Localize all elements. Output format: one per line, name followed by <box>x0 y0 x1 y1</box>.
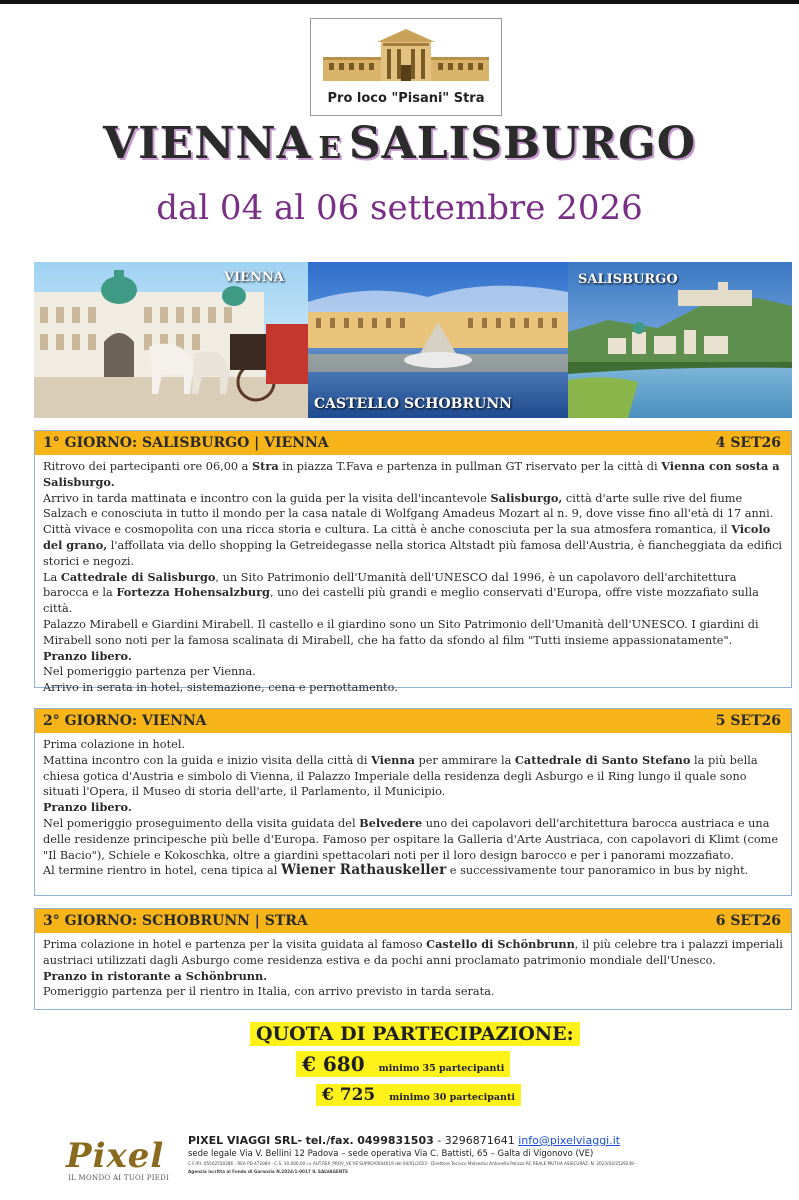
day-1-paragraph: Arrivo in serata in hotel, sistemazione, cena e pernottamento. <box>43 681 398 695</box>
day-2-lunch <box>43 800 783 816</box>
text: La <box>43 570 61 584</box>
text: Nel pomeriggio proseguimento della visita guidata del <box>43 816 360 830</box>
photo-label-castle: CASTELLO SCHOBRUNN <box>314 396 512 412</box>
text-bold: Belvedere <box>359 815 423 830</box>
company-name: PIXEL VIAGGI SRL- <box>188 1134 303 1147</box>
day-2-header <box>35 709 791 733</box>
day-1-paragraph <box>43 491 783 523</box>
day-2-paragraph <box>43 816 783 863</box>
footer-line-1 <box>188 1134 637 1147</box>
price-1-note: minimo 35 partecipanti <box>378 1063 505 1074</box>
text-bold: Pranzo in ristorante a Schönbrunn. <box>43 968 268 983</box>
pro-loco-logo <box>310 18 502 116</box>
day-3-body <box>43 937 783 1000</box>
day-1-title: 1° GIORNO: SALISBURGO | VIENNA <box>43 435 329 451</box>
text: , uno dei castelli più grandi e meglio conservati d'Europa, offre viste mozzafiato sulla città. <box>43 586 759 616</box>
text-bold: Vienna con sosta a Salisburgo. <box>43 459 780 489</box>
text: la più bella chiesa gotica d'Austria e simbolo di Vienna, il Palazzo Imperiale della residenza degli Asburgo e il Ring lungo il quale sono situati l'Opera, il Museo di storia dell'arte, il Parlamento, il Municipio. <box>43 753 758 799</box>
day-1-paragraph <box>43 459 783 491</box>
text: Ritrovo dei partecipanti ore 06,00 a <box>43 460 253 473</box>
text: città d'arte sulle rive del fiume Salzach e conosciuta in tutto il mondo per la casa natale di Wolfgang Amadeus Mozart al n. 9, dove visse fino all'età di 17 anni. <box>43 491 774 521</box>
text: uno dei capolavori dell'architettura barocca austriaca e una delle residenze principesche più belle d'Europa. Famoso per ospitare la Galleria d'Arte Austriaca, con capolavori di Klimt (come "Il Bacio"), Schiele e Kokoschka, oltre a giardini spettacolari noti per il loro design barocco e per i panorami mozzafiato. <box>43 816 779 862</box>
villa-pisani-icon <box>321 25 491 87</box>
price-1-value: € 680 <box>302 1052 365 1076</box>
footer-contacts <box>188 1134 637 1175</box>
title-vienna: VIENNA <box>102 118 312 169</box>
price-1 <box>296 1051 510 1077</box>
day-1-paragraph: Nel pomeriggio partenza per Vienna. <box>43 665 256 679</box>
day-1-lunch <box>43 649 783 665</box>
price-2-note: minimo 30 partecipanti <box>389 1092 515 1103</box>
day-3-lunch <box>43 969 783 985</box>
text: , il più celebre tra i palazzi imperiali austriaci utilizzati dagli Asburgo come residenza estiva e da pochi anni proclamato patrimonio mondiale dell'Unesco. <box>43 938 783 967</box>
day-3-title: 3° GIORNO: SCHOBRUNN | STRA <box>43 913 308 929</box>
pixel-logo-motto: IL MONDO AI TUOI PIEDI <box>68 1174 170 1182</box>
text: , un Sito Patrimonio dell'Umanità dell'UNESCO dal 1996, è un capolavoro dell'architettura barocca e la <box>43 570 737 600</box>
photo-vienna <box>34 262 308 418</box>
text: e successivamente tour panoramico in bus by night. <box>446 864 749 878</box>
day-1-paragraph: Palazzo Mirabell e Giardini Mirabell. Il castello e il giardino sono un Sito Patrimonio dell'Umanità dell'UNESCO. I giardini di Mirabell sono noti per la famosa scalinata di Mirabell, che ha fatto da sfondo al film "Tutti insieme appassionatamente". <box>43 617 759 647</box>
footer-address: sede legale Via V. Bellini 12 Padova – sede operativa Via C. Battisti, 65 – Galta di Vigonovo (VE) <box>188 1149 594 1159</box>
phone-number: 0499831503 <box>357 1134 434 1147</box>
top-border <box>0 0 799 4</box>
footer-legal-1: C.F./P.I. 05502550286 - REA PD 472084 - C.S. 10.000,00 i.v AUT.REP_PROV_VE'VE'SUPRO/0004019 del 04/01/2023 - Direttore Tecnico Malvestio Antonella Polizza RC REALE MUTUA ASSICURAZ. N. 2023/03/2529239 - <box>188 1161 637 1166</box>
day-2-date: 5 SET26 <box>715 713 781 729</box>
photo-label-salzburg: SALISBURGO <box>578 272 678 287</box>
pixel-logo-text: Pixel <box>66 1136 165 1176</box>
price-2 <box>316 1084 521 1106</box>
day-2-box <box>34 708 792 896</box>
mobile-number: - 3296871641 <box>437 1134 515 1147</box>
text: Al termine rientro in hotel, cena tipica al <box>43 864 281 878</box>
text-bold: Cattedrale di Salisburgo <box>60 569 216 584</box>
text-bold: Vienna <box>371 752 415 767</box>
day-1-body <box>43 459 783 696</box>
text: per ammirare la <box>414 753 515 767</box>
text: Città vivace e cosmopolita con una ricca storia e cultura. La città è anche conosciuta per la sua atmosfera romantica, il <box>43 523 732 537</box>
day-3-box <box>34 908 792 1010</box>
text-bold: Pranzo libero. <box>43 800 132 815</box>
quota-title: QUOTA DI PARTECIPAZIONE: <box>250 1022 580 1046</box>
day-1-paragraph <box>43 570 783 617</box>
text-bold: Wiener Rathauskeller <box>280 862 447 879</box>
day-3-header <box>35 909 791 933</box>
phone-label: tel./fax. <box>305 1134 354 1147</box>
text: l'affollata via dello shopping la Getreidegasse nella storica Altstadt più famosa dell'Austria, è fiancheggiata da edifici storici e negozi. <box>43 538 783 568</box>
page-title <box>0 118 799 169</box>
day-2-title: 2° GIORNO: VIENNA <box>43 713 207 729</box>
photo-schonbrunn <box>308 262 568 418</box>
day-3-paragraph <box>43 937 783 969</box>
text-bold: Pranzo libero. <box>43 648 132 663</box>
photo-salzburg <box>568 262 792 418</box>
day-3-date: 6 SET26 <box>715 913 781 929</box>
text: Arrivo in tarda mattinata e incontro con la guida per la visita dell'incantevole <box>43 491 491 505</box>
text: in piazza T.Fava e partenza in pullman GT riservato per la città di <box>278 460 662 473</box>
text-bold: Cattedrale di Santo Stefano <box>514 752 691 767</box>
day-2-paragraph: Prima colazione in hotel. <box>43 738 186 751</box>
day-1-date: 4 SET26 <box>715 435 781 451</box>
text: Mattina incontro con la guida e inizio visita della città di <box>43 753 372 767</box>
email-link[interactable]: info@pixelviaggi.it <box>518 1134 621 1147</box>
trip-dates: dal 04 al 06 settembre 2026 <box>156 188 643 228</box>
text-bold: Fortezza Hohensalzburg <box>116 585 270 600</box>
logo-caption: Pro loco "Pisani" Stra <box>327 91 485 106</box>
text-bold: Castello di Schönbrunn <box>426 937 575 951</box>
text-bold: Salisburgo, <box>490 490 563 505</box>
price-2-value: € 725 <box>322 1085 376 1105</box>
pixel-logo <box>62 1136 182 1186</box>
day-1-box <box>34 430 792 695</box>
day-3-paragraph: Pomeriggio partenza per il rientro in Italia, con arrivo previsto in tarda serata. <box>43 985 495 999</box>
day-2-body <box>43 737 783 879</box>
text-bold: Stra <box>252 459 279 473</box>
photo-label-vienna: VIENNA <box>224 270 284 285</box>
title-salisburgo: SALISBURGO <box>348 118 697 169</box>
day-2-paragraph <box>43 753 783 800</box>
text: Prima colazione in hotel e partenza per la visita guidata al famoso <box>43 938 427 951</box>
title-conjunction: E <box>318 131 343 166</box>
footer-legal-2: Agenzia iscritta al Fondo di Garanzia N.2024/1-0017 IL SALVAGENTE <box>188 1169 348 1174</box>
day-1-header <box>35 431 791 455</box>
text-bold: Vicolo del grano, <box>43 522 771 552</box>
day-1-paragraph <box>43 522 783 569</box>
day-2-paragraph <box>43 863 783 879</box>
